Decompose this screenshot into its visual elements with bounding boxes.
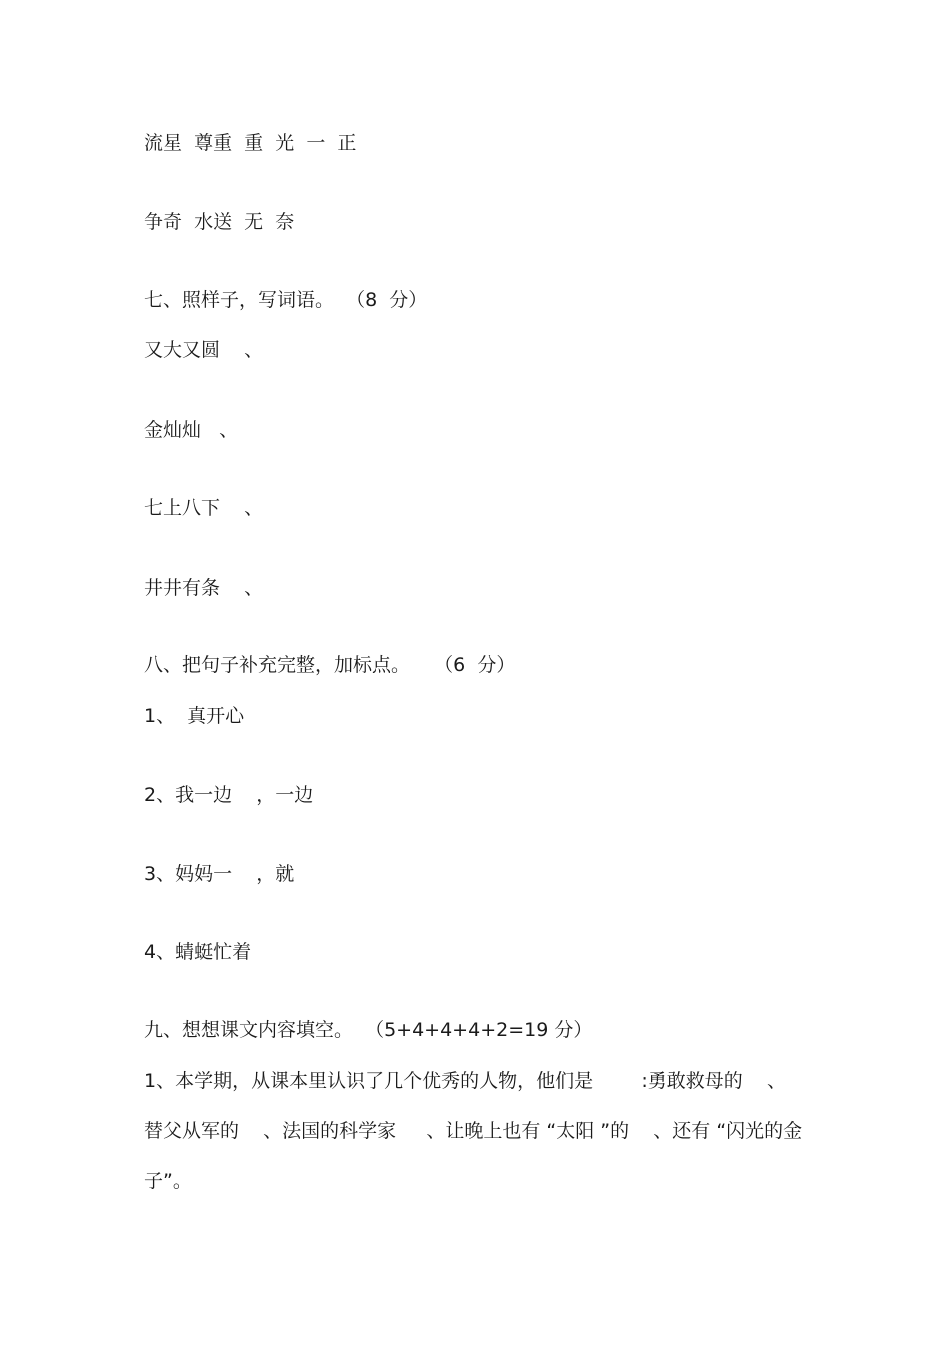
section-7-item-2: 金灿灿 、 (144, 419, 239, 441)
section-8-item-1: 1、 真开心 (144, 705, 245, 727)
section-9-line-3: 子”。 (144, 1170, 192, 1192)
section-7-item-3: 七上八下 、 (144, 497, 264, 519)
section-9-line-1: 1、本学期，从课本里认识了几个优秀的人物，他们是 :勇敢救母的 、 (144, 1070, 786, 1092)
section-9-heading: 九、想想课文内容填空。 （5+4+4+4+2=19 分） (144, 1019, 593, 1041)
section-7-item-4: 井井有条 、 (144, 577, 264, 599)
word-row-2: 争奇 水送 无 奈 (144, 211, 295, 233)
section-9-line-2: 替父从军的 、法国的科学家 、让晚上也有 “太阳 ”的 、还有 “闪光的金 (144, 1120, 803, 1142)
section-7-item-1: 又大又圆 、 (144, 339, 264, 361)
section-8-item-2: 2、我一边 ，一边 (144, 784, 314, 806)
section-8-item-3: 3、妈妈一 ，就 (144, 863, 295, 885)
section-8-item-4: 4、蜻蜓忙着 (144, 941, 252, 963)
section-7-heading: 七、照样子，写词语。 （8 分） (144, 289, 428, 311)
word-row-1: 流星 尊重 重 光 一 正 (144, 132, 357, 154)
section-8-heading: 八、把句子补充完整，加标点。 （6 分） (144, 654, 516, 676)
